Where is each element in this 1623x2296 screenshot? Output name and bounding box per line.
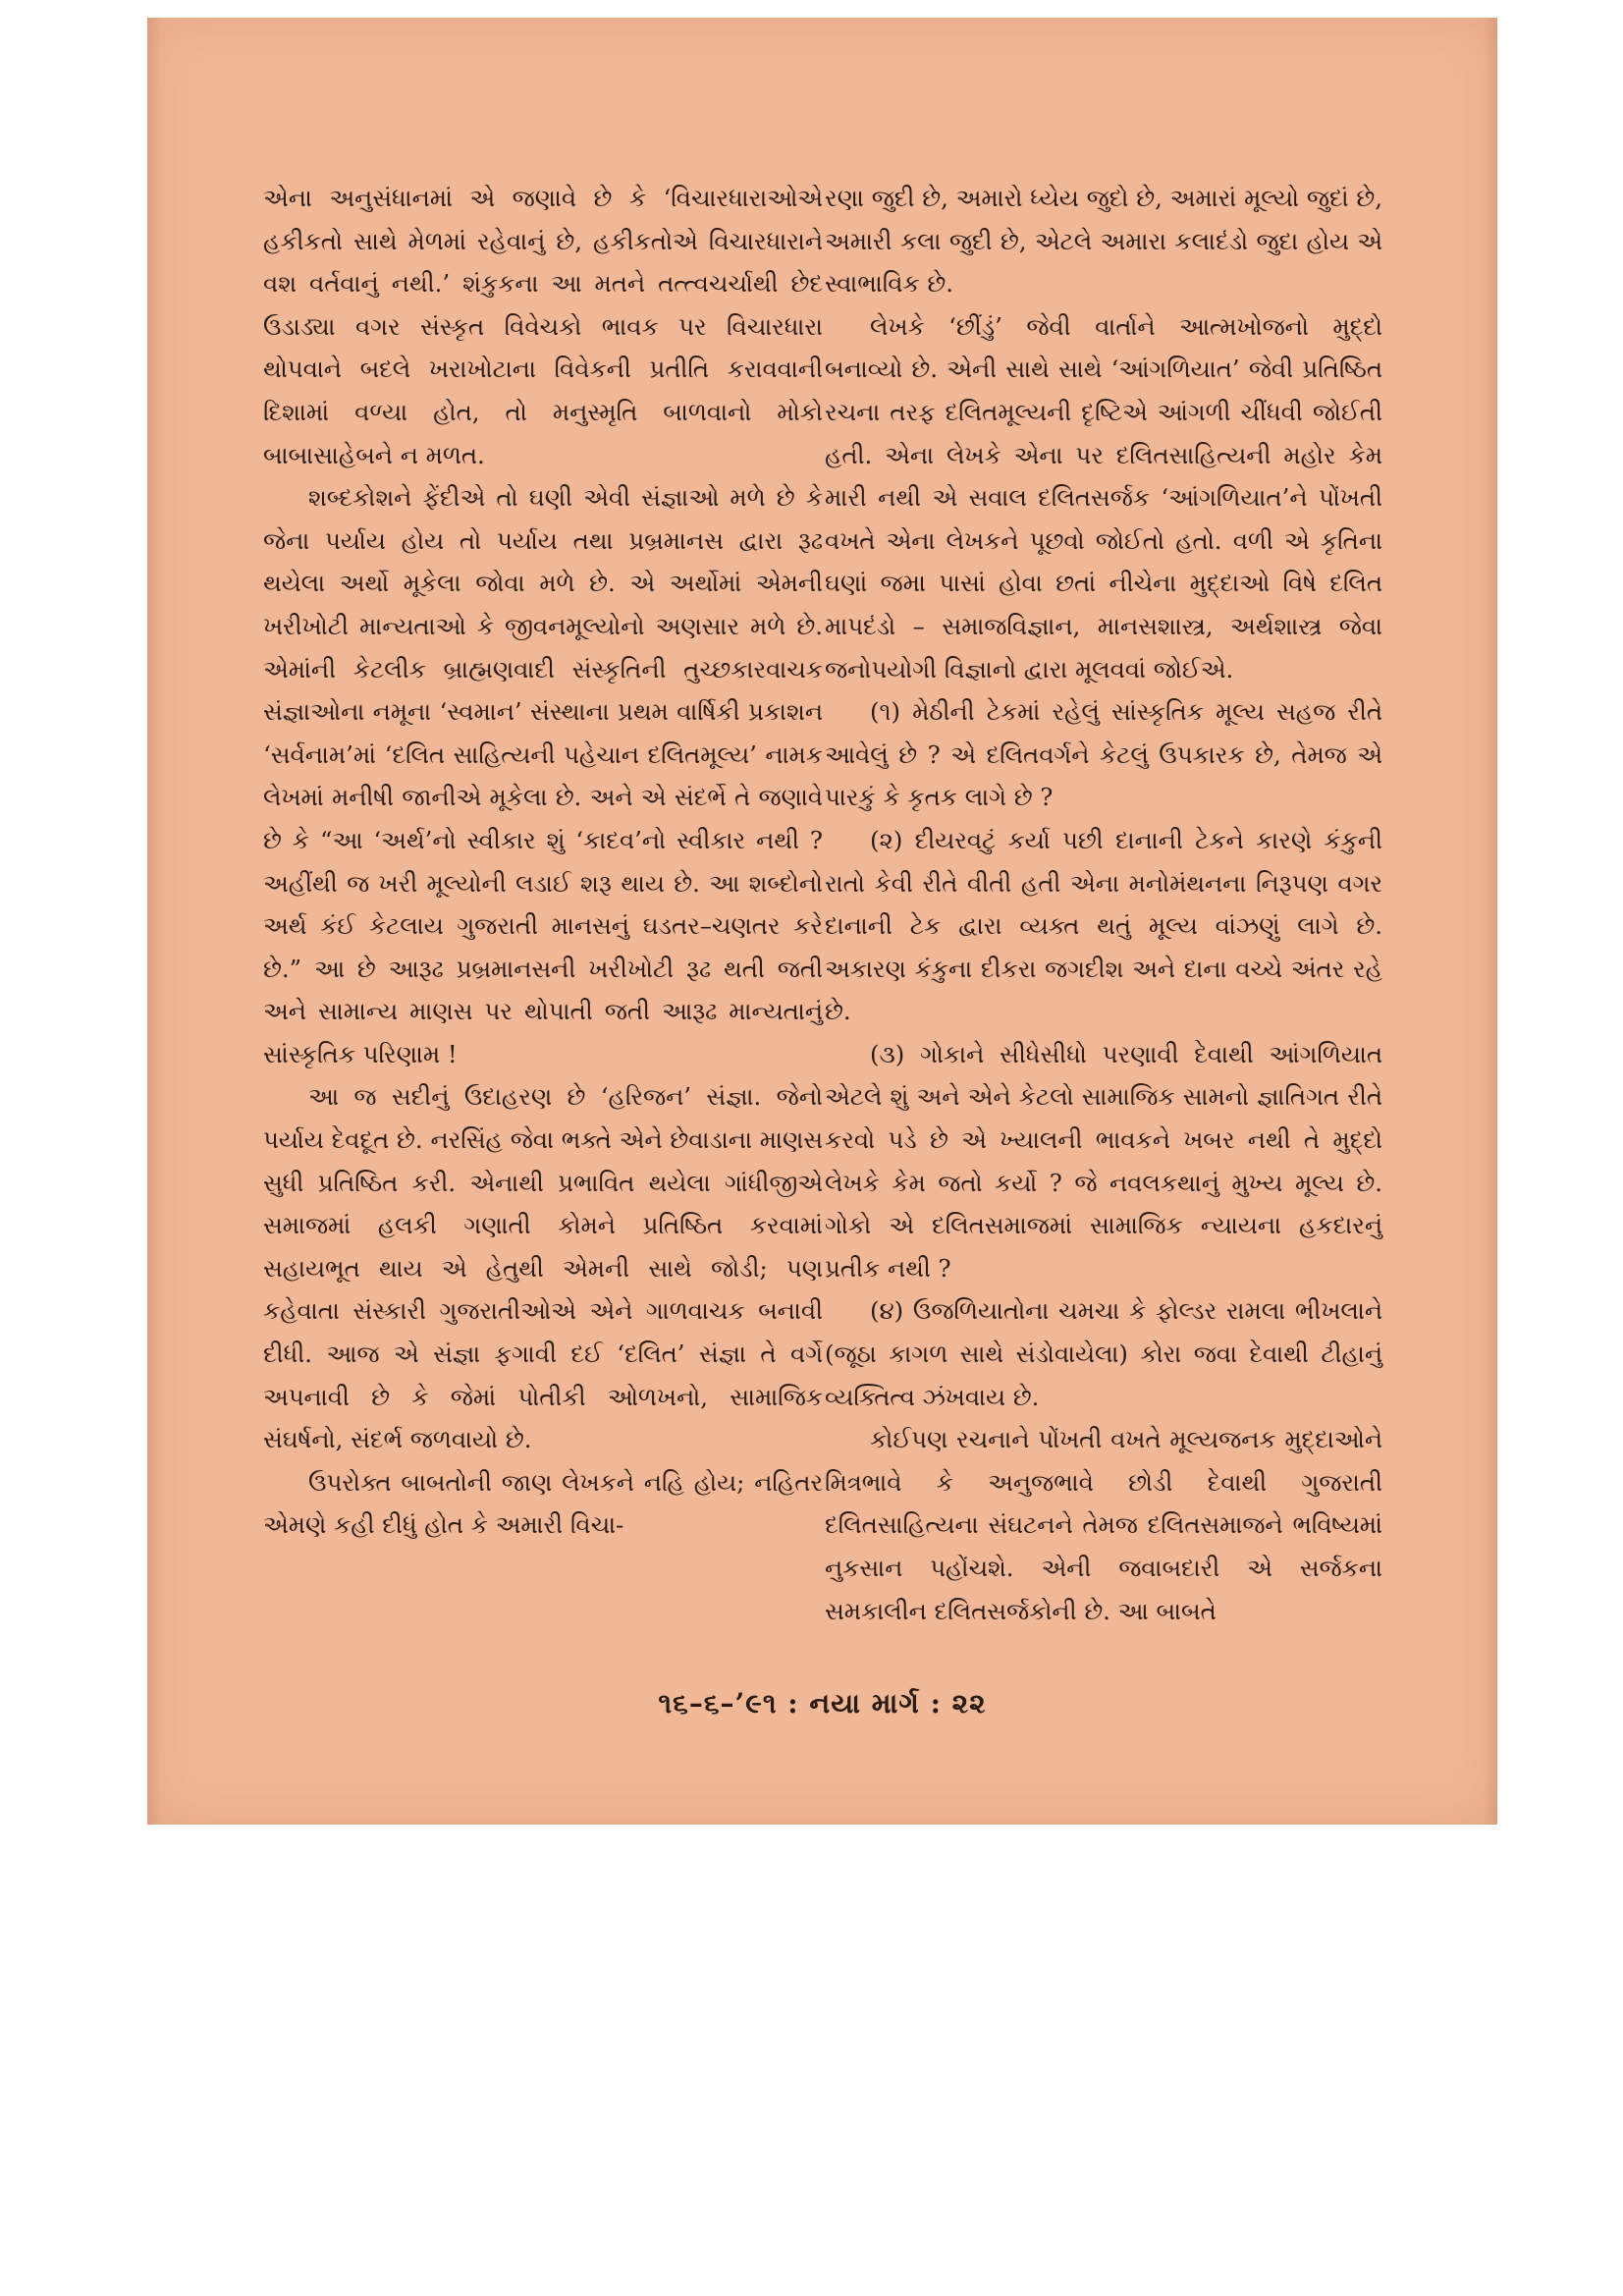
paragraph: ઉપરોક્ત બાબતોની જાણ લેખકને નહિ હોય; નહિતર એમણે કહી દીધું હોત કે અમારી વિચા- — [263, 1467, 823, 1540]
page-edge-left — [147, 18, 161, 1825]
list-item: (૩) ગોકાને સીધેસીધો પરણાવી દેવાથી આંગળિયાત એટલે શું અને એને કેટલો સામાજિક સામનો જ્ઞાતિગત રીતે કરવો પડે છે એ ખ્યાલની ભાવકને ખબર નથી તે મુદ્દો લેખકે કેમ જતો કર્યો ? જે નવલકથાનું મુખ્ય મૂલ્ય છે. ગોકો એ દલિતસમાજમાં સામાજિક ન્યાયના હકદારનું પ્રતીક નથી ? — [825, 1039, 1382, 1283]
paragraph: લેખકે ‘છીંડું’ જેવી વાર્તાને આત્મખોજનો મુદ્દો બનાવ્યો છે. એની સાથે સાથે ‘આંગળિયાત’ જેવી પ્રતિષ્ઠિત રચના તરફ દલિતમૂલ્યની દૃષ્ટિએ આંગળી ચીંધવી જોઈતી હતી. એના લેખકે એના પર દલિતસાહિત્યની મહોર કેમ મારી નથી એ સવાલ દલિતસર્જક ‘આંગળિયાત’ને પોંખતી વખતે એના લેખકને પૂછવો જોઈતો હતો. વળી એ કૃતિના ઘણાં જમા પાસાં હોવા છતાં નીચેના મુદ્દાઓ વિષે દલિત માપદંડો – સમાજવિજ્ઞાન, માનસશાસ્ત્ર, અર્થશાસ્ત્ર જેવા જનોપયોગી વિજ્ઞાનો દ્વારા મૂલવવાં જોઈએ. — [825, 311, 1382, 683]
paragraph: કોઈપણ રચનાને પોંખતી વખતે મૂલ્યજનક મુદ્દાઓને મિત્રભાવે કે અનુજભાવે છોડી દેવાથી ગુજરાતી દલિતસાહિત્યના સંઘટનને તેમજ દલિતસમાજને ભવિષ્યમાં નુકસાન પહોંચશે. એની જવાબદારી એ સર્જકના સમકાલીન દલિતસર્જકોની છે. આ બાબતે — [825, 1425, 1382, 1625]
paragraph: આ જ સદીનું ઉદાહરણ છે ‘હરિજન’ સંજ્ઞા. જેનો પર્યાય દેવદૂત છે. નરસિંહ જેવા ભક્તે એને છેવાડાના માણસ સુધી પ્રતિષ્ઠિત કરી. એનાથી પ્રભાવિત થયેલા ગાંધીજીએ સમાજમાં હલકી ગણાતી કોમને પ્રતિષ્ઠિત કરવામાં સહાયભૂત થાય એ હેતુથી એમની સાથે જોડી; પણ કહેવાતા સંસ્કારી ગુજરાતીઓએ એને ગાળવાચક બનાવી દીધી. આજ એ સંજ્ઞા ફગાવી દઈ ‘દલિત’ સંજ્ઞા તે વર્ગે અપનાવી છે કે જેમાં પોતીકી ઓળખનો, સામાજિક સંઘર્ષનો, સંદર્ભ જળવાયો છે. — [263, 1082, 823, 1454]
paragraph: રણા જુદી છે, અમારો ધ્યેય જુદો છે, અમારાં મૂલ્યો જુદાં છે, અમારી કલા જુદી છે, એટલે અમારા કલાદંડો જુદા હોય એ સ્વાભાવિક છે. — [825, 184, 1382, 299]
list-item: (૧) મેઠીની ટેકમાં રહેલું સાંસ્કૃતિક મૂલ્ય સહજ રીતે આવેલું છે ? એ દલિતવર્ગને કેટલું ઉપકારક છે, તેમજ એ પારકું કે કૃતક લાગે છે ? — [825, 697, 1382, 812]
left-text-column — [263, 177, 823, 1547]
scanned-page — [147, 18, 1497, 1825]
paragraph: શબ્દકોશને ફેંદીએ તો ઘણી એવી સંજ્ઞાઓ મળે છે કે જેના પર્યાય હોય તો પર્યાય તથા પ્રબ્રમાનસ દ્વારા રૂઢ થયેલા અર્થો મૂકેલા જોવા મળે છે. એ અર્થોમાં એમની ખરીખોટી માન્યતાઓ કે જીવનમૂલ્યોનો અણસાર મળે છે. એમાંની કેટલીક બ્રાહ્મણવાદી સંસ્કૃતિની તુચ્છકારવાચક સંજ્ઞાઓના નમૂના ‘સ્વમાન’ સંસ્થાના પ્રથમ વાર્ષિકી પ્રકાશન ‘સર્વનામ’માં ‘દલિત સાહિત્યની પહેચાન દલિતમૂલ્ય’ નામક લેખમાં મનીષી જાનીએ મૂકેલા છે. અને એ સંદર્ભે તે જણાવે છે કે “આ ‘અર્થ’નો સ્વીકાર શું ‘કાદવ’નો સ્વીકાર નથી ? અહીંથી જ ખરી મૂલ્યોની લડાઈ શરૂ થાય છે. આ શબ્દોનો અર્થ કંઈ કેટલાય ગુજરાતી માનસનું ઘડતર–ચણતર કરે છે.” આ છે આરૂઢ પ્રબ્રમાનસની ખરીખોટી રૂઢ થતી જતી અને સામાન્ય માણસ પર થોપાતી જતી આરૂઢ માન્યતાનું સાંસ્કૃતિક પરિણામ ! — [263, 483, 823, 1068]
page-footer: ૧૬–૬–’૯૧ : નયા માર્ગ : ૨૨ — [658, 1687, 987, 1720]
list-item: (૪) ઉજળિયાતોના ચમચા કે ફોલ્ડર રામલા ભીખલાને (જૂઠા કાગળ સાથે સંડોવાયેલા) કોરા જવા દેવાથી ટીહાનું વ્યક્તિત્વ ઝંખવાય છે. — [825, 1296, 1382, 1411]
paragraph: એના અનુસંધાનમાં એ જણાવે છે કે ‘વિચારધારાઓએ હકીકતો સાથે મેળમાં રહેવાનું છે, હકીકતોએ વિચારધારાને વશ વર્તવાનું નથી.’ શંકુકના આ મતને તત્ત્વચર્ચાથી છેદ ઉડાડ્યા વગર સંસ્કૃત વિવેચકો ભાવક પર વિચારધારા થોપવાને બદલે ખરાખોટાના વિવેકની પ્રતીતિ કરાવવાની દિશામાં વળ્યા હોત, તો મનુસ્મૃતિ બાળવાનો મોકો બાબાસાહેબને ન મળત. — [263, 184, 823, 469]
page-edge-right — [1484, 18, 1497, 1825]
list-item: (૨) દીયરવટું કર્યા પછી દાનાની ટેકને કારણે કંકુની રાતો કેવી રીતે વીતી હતી એના મનોમંથનના નિરૂપણ વગર દાનાની ટેક દ્વારા વ્યક્ત થતું મૂલ્ય વાંઝણું લાગે છે. અકારણ કંકુના દીકરા જગદીશ અને દાના વચ્ચે અંતર રહે છે. — [825, 825, 1382, 1026]
right-text-column — [825, 177, 1382, 1632]
